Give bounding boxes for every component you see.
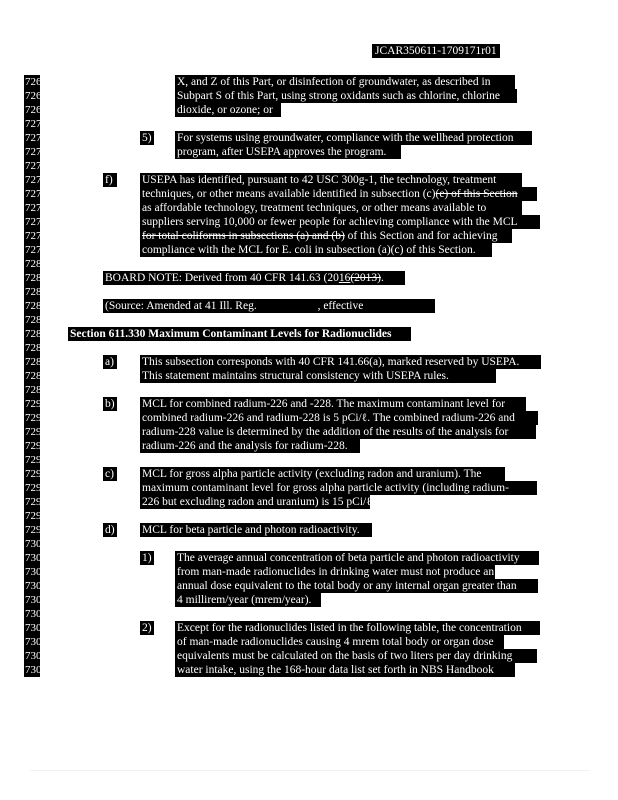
line-number: 7297 (25, 496, 47, 508)
struck-text: (e) of this Section (435, 188, 518, 200)
item-label: f) (103, 173, 117, 187)
text-segment: BOARD NOTE: Derived from 40 CFR 141.63 (20 (105, 272, 339, 284)
text-line: MCL for gross alpha particle activity (excluding radon and uranium). The (140, 467, 505, 481)
inserted-text: 16 (338, 272, 351, 284)
text-line: This subsection corresponds with 40 CFR 141.66(a), marked reserved by USEPA. (140, 355, 541, 369)
line-number: 7299 (25, 524, 47, 536)
text-line: Subpart S of this Part, using strong oxidants such as chlorine, chlorine (175, 89, 517, 103)
line-number: 7294 (25, 454, 47, 466)
line-number: 7271 (25, 132, 47, 144)
text-line: combined radium-226 and radium-228 is 5 pCi/ℓ. The combined radium-226 and (140, 411, 538, 425)
line-number: 7287 (25, 356, 47, 368)
text-segment: . (381, 272, 384, 284)
text-segment: techniques, or other means available identified in subsection (c) (142, 188, 436, 200)
line-number: 7276 (25, 202, 47, 214)
line-number: 7300 (25, 538, 47, 550)
line-number: 7295 (25, 468, 47, 480)
line-number: 7307 (25, 636, 47, 648)
text-line: This statement maintains structural consistency with USEPA rules. (140, 369, 496, 383)
line-number: 7296 (25, 482, 47, 494)
line-number: 7268 (25, 90, 47, 102)
line-number: 7269 (25, 104, 47, 116)
line-number: 7288 (25, 370, 47, 382)
text-line: equivalents must be calculated on the basis of two liters per day drinking (175, 649, 537, 663)
text-line: 226 but excluding radon and uranium) is 15 pCi/ℓ. (142, 496, 375, 508)
line-number: 7273 (25, 160, 47, 172)
text-segment: (Source: Amended at 41 Ill. Reg. (105, 300, 260, 312)
line-number: 7267 (25, 76, 47, 88)
text-line: program, after USEPA approves the program. (175, 145, 401, 159)
section-heading: Section 611.330 Maximum Contaminant Levels for Radionuclides (68, 327, 411, 341)
text-line: MCL for beta particle and photon radioactivity. (140, 523, 372, 537)
line-number: 7309 (25, 664, 47, 676)
text-line (140, 229, 512, 243)
board-note (103, 271, 405, 285)
page-footer-rule (30, 770, 590, 771)
text-segment: of this Section and for achieving (344, 230, 498, 242)
line-number: 7285 (25, 328, 47, 340)
line-number: 7274 (25, 174, 47, 186)
text-line: For systems using groundwater, compliance with the wellhead protection (175, 131, 532, 145)
line-number: 7270 (25, 118, 47, 130)
text-segment: , effective (317, 300, 367, 312)
text-line: annual dose equivalent to the total body or any internal organ greater than (175, 579, 538, 593)
line-number: 7303 (25, 580, 47, 592)
text-line: radium-226 and the analysis for radium-228. (140, 439, 360, 453)
item-label: 5) (140, 131, 154, 145)
text-line: radium-228 value is determined by the addition of the results of the analysis for (140, 425, 536, 439)
line-number: 7272 (25, 146, 47, 158)
text-line: MCL for combined radium-226 and -228. The maximum contaminant level for (140, 397, 526, 411)
text-line: The average annual concentration of beta particle and photon radioactivity (175, 551, 539, 565)
line-number: 7304 (25, 594, 47, 606)
line-number: 7308 (25, 650, 47, 662)
text-line: Except for the radionuclides listed in the following table, the concentration (175, 621, 540, 635)
item-label: a) (103, 355, 117, 369)
line-number: 7289 (25, 384, 47, 396)
source-note (103, 299, 443, 313)
text-line: compliance with the MCL for E. coli in subsection (a)(c) of this Section. (140, 243, 492, 257)
item-label: 1) (140, 551, 154, 565)
text-line: 4 millirem/year (mrem/year). (175, 593, 321, 607)
line-number: 7277 (25, 216, 47, 228)
text-line: dioxide, or ozone; or (175, 103, 281, 117)
line-number: 7283 (25, 300, 47, 312)
text-segment: ) (438, 300, 443, 312)
line-number: 7286 (25, 342, 47, 354)
text-line: from man-made radionuclides in drinking water must not produce an (177, 566, 495, 578)
text-line: water intake, using the 168-hour data list set forth in NBS Handbook (175, 663, 515, 677)
struck-text: (2013) (350, 272, 381, 284)
line-number: 7305 (25, 608, 47, 620)
struck-text: for total coliforms in subsections (a) and (b) (142, 230, 345, 242)
line-number: 7282 (25, 286, 47, 298)
line-number: 7301 (25, 552, 47, 564)
text-line (140, 187, 537, 201)
line-number: 7278 (25, 230, 47, 242)
line-number: 7298 (25, 510, 47, 522)
line-number: 7293 (25, 440, 47, 452)
document-id-header: JCAR350611-1709171r01 (372, 44, 500, 58)
line-number: 7275 (25, 188, 47, 200)
line-number: 7302 (25, 566, 47, 578)
line-number: 7306 (25, 622, 47, 634)
item-label: b) (103, 397, 117, 411)
line-number: 7290 (25, 398, 47, 410)
line-number: 7292 (25, 426, 47, 438)
text-line: suppliers serving 10,000 or fewer people for achieving compliance with the MCL (140, 215, 540, 229)
text-line: maximum contaminant level for gross alpha particle activity (including radium- (140, 481, 537, 495)
line-number: 7281 (25, 272, 47, 284)
text-line: X, and Z of this Part, or disinfection of groundwater, as described in (175, 75, 515, 89)
item-label: d) (103, 523, 117, 537)
line-number: 7280 (25, 258, 47, 270)
text-line: of man-made radionuclides causing 4 mrem total body or organ dose (175, 635, 504, 649)
text-line: USEPA has identified, pursuant to 42 USC 300g-1, the technology, treatment (140, 173, 522, 187)
text-line: as affordable technology, treatment techniques, or other means available to (140, 201, 522, 215)
item-label: c) (103, 467, 117, 481)
line-number: 7279 (25, 244, 47, 256)
item-label: 2) (140, 621, 154, 635)
line-number: 7291 (25, 412, 47, 424)
line-number: 7284 (25, 314, 47, 326)
